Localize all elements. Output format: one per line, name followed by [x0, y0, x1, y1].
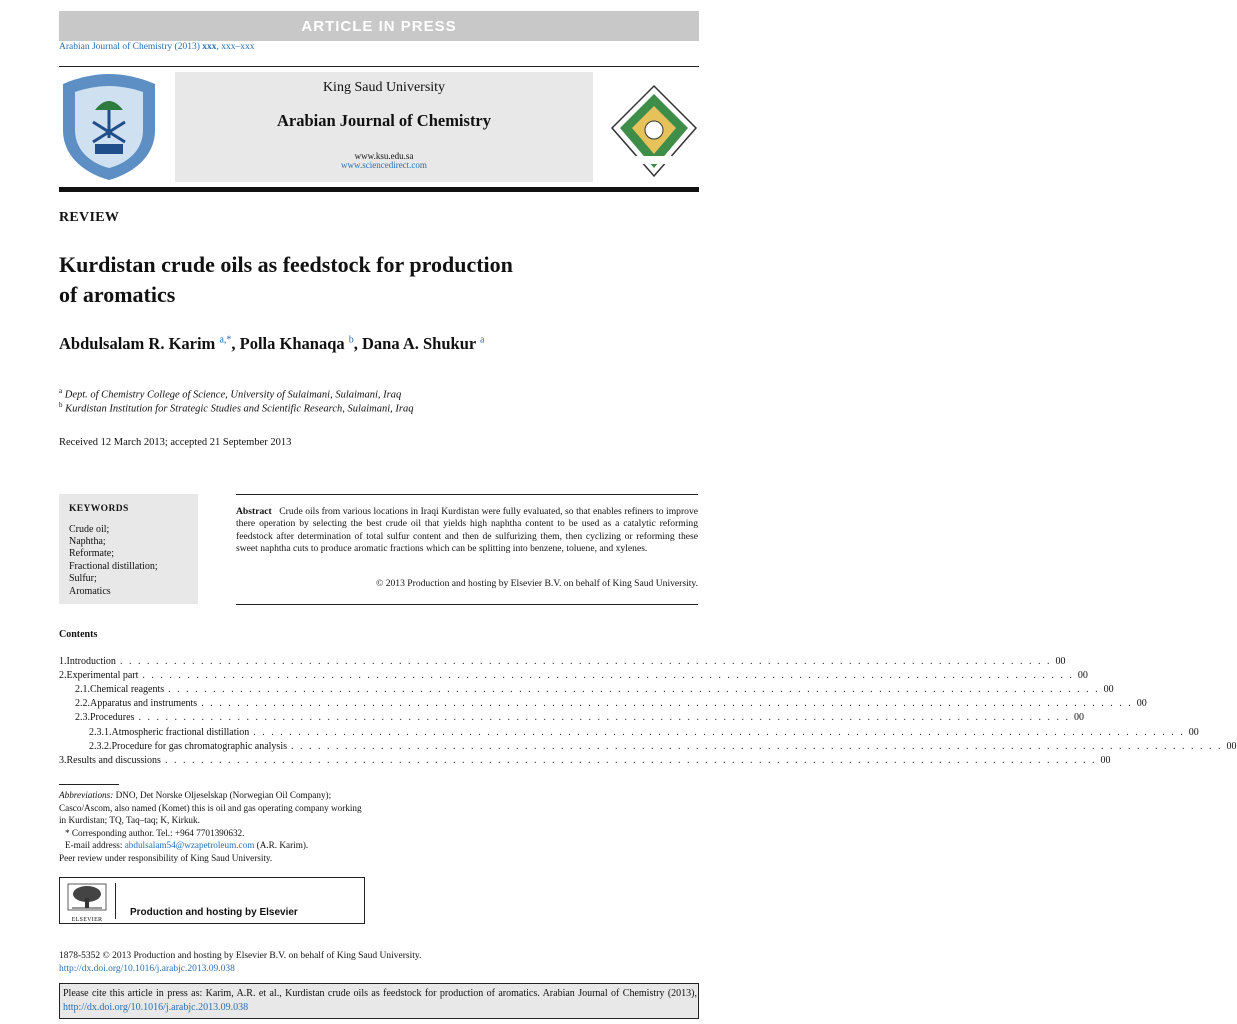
ksu-logo [59, 70, 159, 182]
saudi-chemical-society-logo [610, 84, 698, 182]
toc-page: 00 [1073, 712, 1084, 723]
keyword-item: Fractional distillation; [69, 561, 158, 572]
abstract-copyright: © 2013 Production and hosting by Elsevier B.V. on behalf of King Saud University. [376, 578, 698, 589]
toc-leader: . . . . . . . . . . . . . . . . . . . . . . . . . . . . . . . . . . . . . . . . . . . . . . . . . . . . . . . . . . . . . . . . . . . . . . . . . . . . . . . . . . . . . . . . . . . . . . . . . . . . . . . . [201, 698, 1133, 709]
section-label: REVIEW [59, 210, 120, 225]
email-note [59, 839, 369, 852]
doi-link[interactable]: http://dx.doi.org/10.1016/j.arabjc.2013.09.038 [59, 964, 235, 974]
elsevier-divider [115, 883, 116, 919]
toc-page: 00 [1226, 741, 1237, 752]
footnote-rule [59, 784, 119, 785]
toc-number: 2.3.2. [89, 741, 112, 752]
abbreviations-text: DNO, Det Norske Oljeselskap (Norwegian Oil Company); Casco/Ascom, also named (Komet) this is oil and gas operating company working in Kurdistan; TQ, Taq–taq; K, Kirkuk. [59, 790, 362, 825]
affiliation-b [59, 401, 413, 415]
toc-page: 00 [1103, 684, 1114, 695]
author-affiliation-link[interactable]: a,* [219, 334, 232, 346]
journal-ref-prefix: Arabian Journal of Chemistry (2013) [59, 42, 203, 52]
toc-number: 3. [59, 755, 67, 766]
toc-label: Results and discussions [66, 755, 161, 766]
peer-review-note: Peer review under responsibility of King Saud University. [59, 852, 273, 863]
email-suffix: (A.R. Karim). [254, 840, 309, 850]
toc-page: 00 [1077, 670, 1088, 681]
toc-leader: . . . . . . . . . . . . . . . . . . . . . . . . . . . . . . . . . . . . . . . . . . . . . . . . . . . . . . . . . . . . . . . . . . . . . . . . . . . . . . . . . . . . . . . . . . . . . . . . . . . . . . . . [138, 712, 1070, 723]
toc-entry[interactable] [75, 698, 1147, 711]
abstract-top-rule [236, 494, 698, 495]
toc-label: Procedure for gas chromatographic analysis [111, 741, 287, 752]
toc-label: Atmospheric fractional distillation [111, 727, 250, 738]
toc-label: Procedures [90, 712, 135, 723]
abbreviations-label: Abbreviations: [59, 790, 114, 800]
keyword-item: Sulfur; [69, 573, 97, 584]
ksu-url[interactable]: www.ksu.edu.sa [354, 151, 414, 161]
abbreviations-note [59, 789, 369, 827]
article-title-line-2: of aromatics [59, 282, 176, 307]
elsevier-hosting-text: Production and hosting by Elsevier [130, 907, 298, 918]
abstract-text [236, 506, 698, 555]
issn-block [59, 950, 421, 976]
toc-label: Experimental part [66, 670, 139, 681]
footnotes [59, 789, 369, 864]
toc-number: 2.1. [75, 684, 90, 695]
toc-page: 00 [1188, 727, 1199, 738]
article-title [59, 250, 659, 310]
author-name: Abdulsalam R. Karim [59, 334, 220, 353]
elsevier-tree-logo [64, 882, 110, 923]
article-title-line-1: Kurdistan crude oils as feedstock for production [59, 252, 513, 277]
toc-leader: . . . . . . . . . . . . . . . . . . . . . . . . . . . . . . . . . . . . . . . . . . . . . . . . . . . . . . . . . . . . . . . . . . . . . . . . . . . . . . . . . . . . . . . . . . . . . . . . . . . . . . . . [119, 656, 1052, 667]
received-dates: Received 12 March 2013; accepted 21 September 2013 [59, 437, 292, 448]
affiliation-marker: b [59, 401, 63, 409]
author-list [59, 334, 484, 354]
toc-number: 2.3. [75, 712, 90, 723]
toc-entry[interactable] [59, 755, 1111, 768]
sciencedirect-url[interactable]: www.sciencedirect.com [341, 160, 427, 170]
toc-label: Introduction [66, 656, 116, 667]
affiliation-a [59, 387, 401, 401]
journal-ref-suffix: , xxx–xxx [216, 42, 255, 52]
affiliation-text: Dept. of Chemistry College of Science, University of Sulaimani, Sulaimani, Iraq [62, 389, 402, 401]
toc-entry[interactable] [59, 656, 1066, 669]
affiliation-text: Kurdistan Institution for Strategic Studies and Scientific Research, Sulaimani, Iraq [62, 403, 414, 415]
toc-entry[interactable] [75, 684, 1114, 697]
toc-page: 00 [1136, 698, 1147, 709]
toc-leader: . . . . . . . . . . . . . . . . . . . . . . . . . . . . . . . . . . . . . . . . . . . . . . . . . . . . . . . . . . . . . . . . . . . . . . . . . . . . . . . . . . . . . . . . . . . . . . . . . . . . . . . . [164, 755, 1097, 766]
toc-label: Apparatus and instruments [90, 698, 198, 709]
toc-leader: . . . . . . . . . . . . . . . . . . . . . . . . . . . . . . . . . . . . . . . . . . . . . . . . . . . . . . . . . . . . . . . . . . . . . . . . . . . . . . . . . . . . . . . . . . . . . . . . . . . . . . . . [253, 727, 1185, 738]
author-affiliation-link[interactable]: b [348, 334, 354, 346]
journal-reference[interactable] [59, 42, 255, 52]
toc-leader: . . . . . . . . . . . . . . . . . . . . . . . . . . . . . . . . . . . . . . . . . . . . . . . . . . . . . . . . . . . . . . . . . . . . . . . . . . . . . . . . . . . . . . . . . . . . . . . . . . . . . . . . [291, 741, 1223, 752]
issn-line: 1878-5352 © 2013 Production and hosting by Elsevier B.V. on behalf of King Saud University. [59, 951, 422, 961]
cite-doi-link[interactable]: http://dx.doi.org/10.1016/j.arabjc.2013.09.038 [63, 1001, 249, 1013]
toc-page: 00 [1100, 755, 1111, 766]
toc-number: 2.2. [75, 698, 90, 709]
keyword-item: Naphtha; [69, 536, 106, 547]
abstract-label: Abstract [236, 506, 272, 517]
contents-heading: Contents [59, 629, 98, 640]
toc-number: 2.3.1. [89, 727, 112, 738]
cite-body: Please cite this article in press as: Karim, A.R. et al., Kurdistan crude oils as feedstock for production of aromatics. Arabian Journal of Chemistry (2013), [63, 988, 697, 999]
university-name: King Saud University [322, 80, 446, 95]
cite-text [63, 987, 697, 1014]
keyword-item: Aromatics [69, 586, 111, 597]
header-top-rule [59, 66, 699, 67]
toc-entry[interactable] [59, 670, 1088, 683]
toc-number: 1. [59, 656, 67, 667]
toc-label: Chemical reagents [90, 684, 165, 695]
journal-ref-volume: xxx [202, 42, 217, 52]
journal-name: Arabian Journal of Chemistry [276, 111, 492, 130]
toc-entry[interactable] [89, 741, 1237, 754]
corresponding-author-note: * Corresponding author. Tel.: +964 7701390632. [65, 827, 245, 838]
author-name: , Dana A. Shukur [353, 334, 481, 353]
toc-leader: . . . . . . . . . . . . . . . . . . . . . . . . . . . . . . . . . . . . . . . . . . . . . . . . . . . . . . . . . . . . . . . . . . . . . . . . . . . . . . . . . . . . . . . . . . . . . . . . . . . . . . . . [142, 670, 1074, 681]
author-name: , Polla Khanaqa [231, 334, 349, 353]
author-email-link[interactable]: abdulsalam54@wzapetroleum.com [124, 840, 255, 850]
toc-leader: . . . . . . . . . . . . . . . . . . . . . . . . . . . . . . . . . . . . . . . . . . . . . . . . . . . . . . . . . . . . . . . . . . . . . . . . . . . . . . . . . . . . . . . . . . . . . . . . . . . . . . . . [168, 684, 1100, 695]
abstract-body: Crude oils from various locations in Iraqi Kurdistan were fully evaluated, so that enables refiners to improve there operation by selecting the best crude oil that yields high naphtha content to be used as a catalytic reforming feedstock after determination of total sulfur content and then de sulfurizing them, then cyclizing or reforming these sweet naphtha cuts to produce aromatic fractions which can be splitting into benzene, toluene, and xylenes. [236, 506, 698, 554]
toc-entry[interactable] [89, 727, 1199, 740]
toc-entry[interactable] [75, 712, 1084, 725]
keywords-heading: KEYWORDS [69, 504, 129, 514]
abstract-bottom-rule [236, 604, 698, 605]
affiliation-marker: a [59, 387, 63, 395]
keyword-item: Reformate; [69, 548, 114, 559]
author-affiliation-link[interactable]: a [480, 334, 485, 346]
email-label: E-mail address: [65, 840, 125, 850]
elsevier-wordmark: ELSEVIER [71, 917, 103, 923]
keyword-item: Crude oil; [69, 524, 110, 535]
toc-page: 00 [1055, 656, 1066, 667]
article-in-press-banner: ARTICLE IN PRESS [59, 11, 699, 41]
toc-number: 2. [59, 670, 67, 681]
header-bottom-rule [59, 187, 699, 192]
